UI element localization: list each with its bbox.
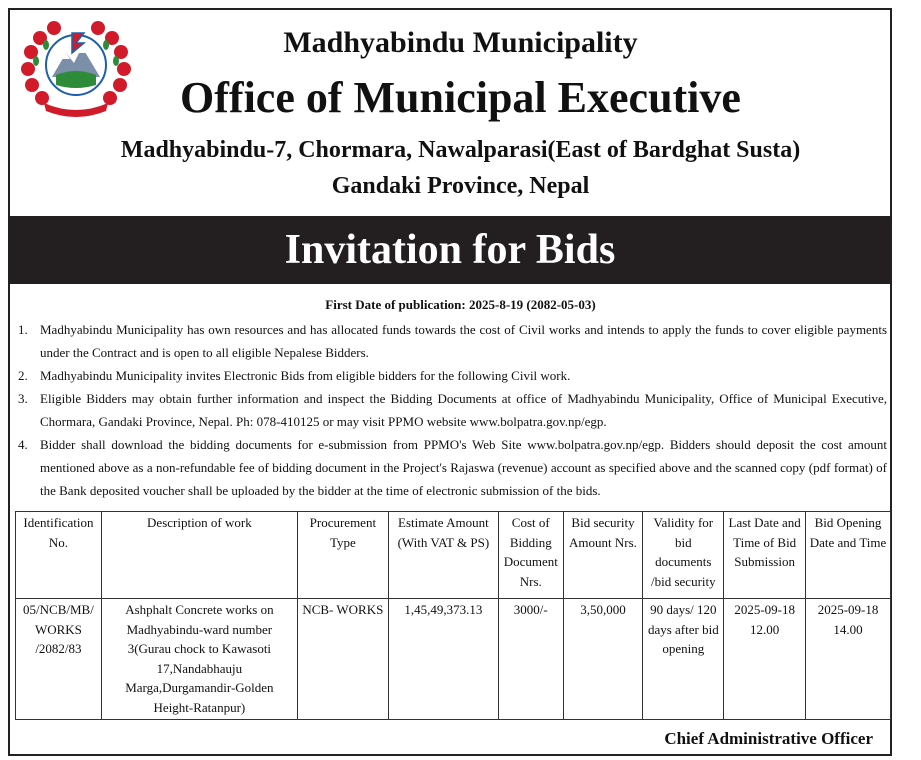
list-item: [16, 318, 887, 364]
table-cell: 05/NCB/MB/ WORKS /2082/83: [16, 599, 102, 720]
list-item: [16, 387, 887, 433]
table-cell: Ashphalt Concrete works on Madhyabindu-ward number 3(Gurau chock to Kawasoti 17,Nandabhauju Marga,Durgamandir-Golden Height-Ratanpur): [101, 599, 297, 720]
table-cell: 3,50,000: [563, 599, 643, 720]
signatory-title: Chief Administrative Officer: [664, 729, 873, 748]
list-item: [16, 433, 887, 502]
column-header: Identification No.: [16, 512, 102, 599]
table-row: [16, 599, 891, 720]
column-header: Cost of Bidding Document Nrs.: [498, 512, 563, 599]
item-number: 4.: [18, 437, 28, 452]
notice-title-banner: Invitation for Bids: [8, 216, 892, 284]
office-title: Office of Municipal Executive: [180, 73, 741, 122]
list-item: [16, 364, 887, 387]
table-cell: 1,45,49,373.13: [388, 599, 498, 720]
column-header: Procurement Type: [297, 512, 388, 599]
column-header: Estimate Amount (With VAT & PS): [388, 512, 498, 599]
item-number: 2.: [18, 368, 28, 383]
table-cell: 2025-09-18 12.00: [724, 599, 806, 720]
table-cell: 90 days/ 120 days after bid opening: [643, 599, 724, 720]
column-header: Bid security Amount Nrs.: [563, 512, 643, 599]
column-header: Description of work: [101, 512, 297, 599]
notice-paragraphs: [16, 318, 887, 502]
item-number: 3.: [18, 391, 28, 406]
item-text: Bidder shall download the bidding documents for e-submission from PPMO's Web Site www.bolpatra.gov.np/egp. Bidders should deposit the cost amount mentioned above as a non-refundable fee of bidding document in the Project's Rajaswa (revenue) account as specified above and the scanned copy (pdf format) of the Bank deposited voucher shall be uploaded by the bidder at the time of electronic submission of the bids.: [40, 437, 887, 498]
office-address: Madhyabindu-7, Chormara, Nawalparasi(East of Bardghat Susta): [120, 137, 801, 163]
table-cell: 2025-09-18 14.00: [806, 599, 891, 720]
bid-details-table: [15, 511, 891, 720]
province-line: Gandaki Province, Nepal: [331, 173, 590, 199]
item-text: Madhyabindu Municipality has own resources and has allocated funds towards the cost of Civil works and intends to apply the funds to cover eligible payments under the Contract and is open to all eligible Nepalese Bidders.: [40, 322, 887, 360]
column-header: Validity for bid documents /bid security: [643, 512, 724, 599]
item-text: Madhyabindu Municipality invites Electronic Bids from eligible bidders for the following Civil work.: [40, 368, 571, 383]
column-header: Bid Opening Date and Time: [806, 512, 891, 599]
table-header-row: [16, 512, 891, 599]
item-text: Eligible Bidders may obtain further information and inspect the Bidding Documents at office of Madhyabindu Municipality, Office of Municipal Executive, Chormara, Gandaki Province, Nepal. Ph: 078-410125 or may visit PPMO website www.bolpatra.gov.np/egp.: [40, 391, 887, 429]
municipality-name: Madhyabindu Municipality: [283, 26, 638, 59]
table-cell: NCB- WORKS: [297, 599, 388, 720]
item-number: 1.: [18, 322, 28, 337]
publication-date: First Date of publication: 2025-8-19 (2082-05-03): [325, 297, 596, 312]
table-cell: 3000/-: [498, 599, 563, 720]
column-header: Last Date and Time of Bid Submission: [724, 512, 806, 599]
